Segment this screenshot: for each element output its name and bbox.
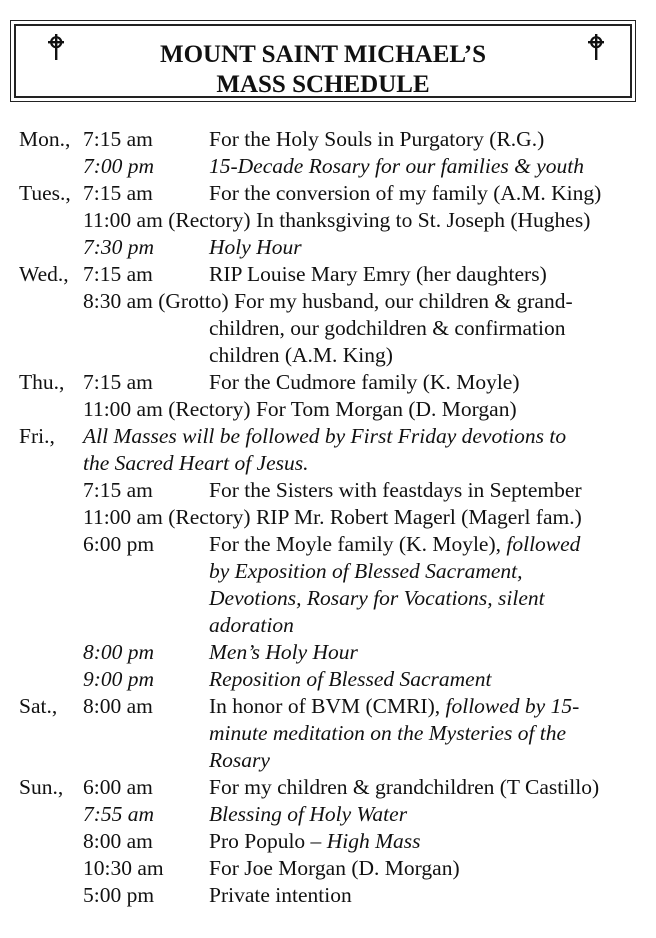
intention: 15-Decade Rosary for our families & youth <box>209 154 585 178</box>
intention-continued: Devotions, Rosary for Vocations, silent <box>209 586 545 610</box>
schedule-row <box>0 801 656 828</box>
intention: For the Cudmore family (K. Moyle) <box>209 370 520 394</box>
time: 9:00 pm <box>83 667 155 691</box>
schedule-row <box>0 828 656 855</box>
title-line-2: MASS SCHEDULE <box>216 71 430 98</box>
schedule-row <box>0 477 656 504</box>
intention <box>209 531 580 558</box>
intention-continued: minute meditation on the Mysteries of the <box>209 721 567 745</box>
schedule-row <box>0 261 656 288</box>
day-label: Sat., <box>19 694 58 718</box>
schedule-row <box>0 342 656 369</box>
intention-continued: by Exposition of Blessed Sacrament, <box>209 559 523 583</box>
day-label: Wed., <box>19 262 69 286</box>
schedule-row <box>0 612 656 639</box>
intention-italic: followed by 15- <box>445 694 580 718</box>
mass-schedule <box>0 126 656 909</box>
time: 6:00 pm <box>83 532 155 556</box>
time: 7:00 pm <box>83 154 155 178</box>
schedule-row <box>0 207 656 234</box>
header-inner-border <box>14 24 632 98</box>
day-label: Fri., <box>19 424 55 448</box>
schedule-row <box>0 126 656 153</box>
schedule-row <box>0 288 656 315</box>
intention-text: Pro Populo – <box>209 829 327 853</box>
day-label: Sun., <box>19 775 64 799</box>
schedule-row <box>0 504 656 531</box>
intention: Men’s Holy Hour <box>209 640 358 664</box>
schedule-row <box>0 882 656 909</box>
intention: RIP Louise Mary Emry (her daughters) <box>209 262 547 286</box>
time: 7:15 am <box>83 181 153 205</box>
day-label: Mon., <box>19 127 71 151</box>
header-box <box>10 20 636 102</box>
time-and-intention: 8:30 am (Grotto) For my husband, our children & grand- <box>83 289 573 313</box>
intention <box>209 693 579 720</box>
intention: For the Holy Souls in Purgatory (R.G.) <box>209 127 545 151</box>
day-label: Thu., <box>19 370 65 394</box>
time: 7:55 am <box>83 802 155 826</box>
intention: Reposition of Blessed Sacrament <box>209 667 492 691</box>
intention-continued: Rosary <box>209 748 270 772</box>
schedule-row <box>0 234 656 261</box>
schedule-row <box>0 423 656 450</box>
friday-note: All Masses will be followed by First Friday devotions to <box>83 424 567 448</box>
time: 5:00 pm <box>83 883 155 907</box>
schedule-row <box>0 180 656 207</box>
time: 10:30 am <box>83 856 164 880</box>
schedule-row <box>0 315 656 342</box>
time: 8:00 am <box>83 694 153 718</box>
schedule-row <box>0 585 656 612</box>
schedule-row <box>0 693 656 720</box>
intention <box>209 828 420 855</box>
schedule-row <box>0 396 656 423</box>
intention: For my children & grandchildren (T Castillo) <box>209 775 600 799</box>
time: 8:00 pm <box>83 640 155 664</box>
schedule-row <box>0 450 656 477</box>
schedule-row <box>0 153 656 180</box>
intention: Private intention <box>209 883 352 907</box>
intention: Holy Hour <box>209 235 302 259</box>
intention-italic: High Mass <box>326 829 421 853</box>
time: 7:30 pm <box>83 235 155 259</box>
schedule-row <box>0 666 656 693</box>
time-and-intention: 11:00 am (Rectory) For Tom Morgan (D. Morgan) <box>83 397 517 421</box>
time: 7:15 am <box>83 370 153 394</box>
time: 6:00 am <box>83 775 153 799</box>
intention-continued: children, our godchildren & confirmation <box>209 316 566 340</box>
time-and-intention: 11:00 am (Rectory) In thanksgiving to St. Joseph (Hughes) <box>83 208 591 232</box>
intention-text: For the Moyle family (K. Moyle), <box>209 532 507 556</box>
time: 8:00 am <box>83 829 153 853</box>
intention-italic: followed <box>506 532 581 556</box>
time: 7:15 am <box>83 478 153 502</box>
time: 7:15 am <box>83 127 153 151</box>
intention-text: In honor of BVM (CMRI), <box>209 694 446 718</box>
intention: For Joe Morgan (D. Morgan) <box>209 856 460 880</box>
friday-note: the Sacred Heart of Jesus. <box>83 451 309 475</box>
schedule-row <box>0 747 656 774</box>
schedule-row <box>0 855 656 882</box>
title-line-1: MOUNT SAINT MICHAEL’S <box>159 41 486 68</box>
schedule-row <box>0 558 656 585</box>
day-label: Tues., <box>19 181 71 205</box>
intention: For the conversion of my family (A.M. King) <box>209 181 602 205</box>
time-and-intention: 11:00 am (Rectory) RIP Mr. Robert Magerl (Magerl fam.) <box>83 505 582 529</box>
intention-continued: children (A.M. King) <box>209 343 393 367</box>
schedule-row <box>0 720 656 747</box>
intention: For the Sisters with feastdays in September <box>209 478 582 502</box>
schedule-row <box>0 774 656 801</box>
schedule-row <box>0 369 656 396</box>
intention: Blessing of Holy Water <box>209 802 408 826</box>
schedule-row <box>0 639 656 666</box>
schedule-row <box>0 531 656 558</box>
time: 7:15 am <box>83 262 153 286</box>
intention-continued: adoration <box>209 613 294 637</box>
